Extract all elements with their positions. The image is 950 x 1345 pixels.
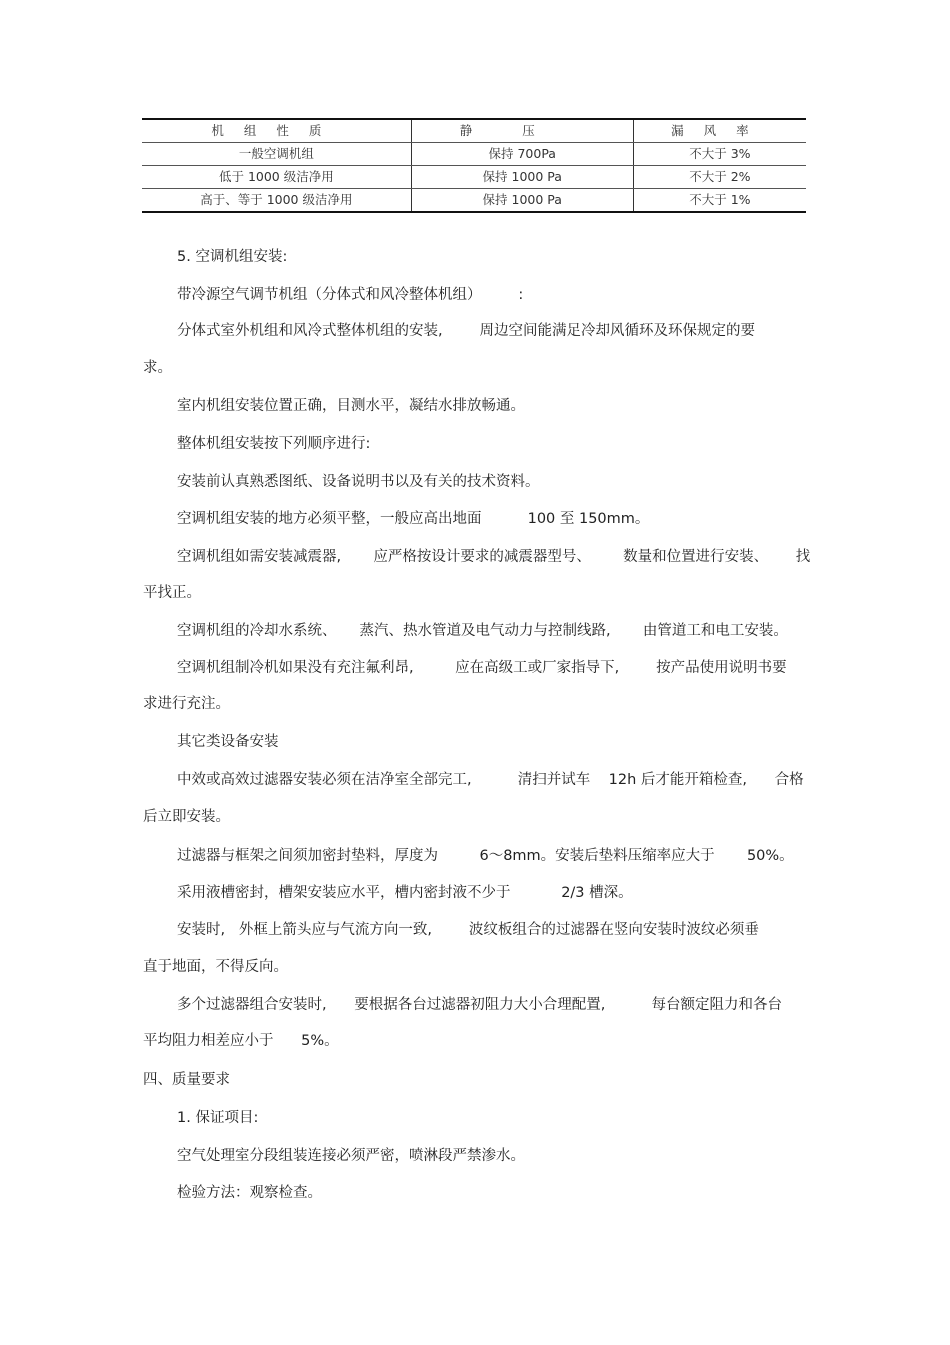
table-cell: 一般空调机组 [142, 143, 411, 166]
paragraph-line: 安装时, 外框上箭头应与气流方向一致, 波纹板组合的过滤器在竖向安装时波纹必须垂 [177, 922, 759, 938]
paragraph-line: 多个过滤器组合安装时, 要根据各台过滤器初阻力大小合理配置, 每台额定阻力和各台 [177, 997, 782, 1013]
paragraph-line: 后立即安装。 [143, 809, 230, 825]
paragraph-line: 整体机组安装按下列顺序进行: [177, 436, 371, 452]
table-header-cell: 漏风率 [633, 119, 806, 143]
paragraph-line: 求。 [143, 360, 172, 376]
spec-table [142, 118, 806, 213]
paragraph-line: 检验方法：观察检查。 [177, 1185, 322, 1201]
table-row [142, 143, 806, 166]
table-cell: 不大于 2% [633, 166, 806, 189]
paragraph-line: 求进行充注。 [143, 696, 230, 712]
table-cell: 保持 1000 Pa [411, 166, 633, 189]
section-heading: 其它类设备安装 [177, 734, 279, 750]
table-header-row [142, 119, 806, 143]
paragraph-line: 安装前认真熟悉图纸、设备说明书以及有关的技术资料。 [177, 474, 540, 490]
paragraph-line: 室内机组安装位置正确，目测水平，凝结水排放畅通。 [177, 398, 525, 414]
paragraph-line: 带冷源空气调节机组（分体式和风冷整体机组） : [177, 287, 524, 303]
paragraph-line: 空调机组制冷机如果没有充注氟利昂, 应在高级工或厂家指导下, 按产品使用说明书要 [177, 660, 787, 676]
table-cell: 不大于 3% [633, 143, 806, 166]
table-header-cell: 静压 [411, 119, 633, 143]
paragraph-line: 空调机组的冷却水系统、 蒸汽、热水管道及电气动力与控制线路, 由管道工和电工安装。 [177, 623, 788, 639]
section-heading: 5. 空调机组安装: [177, 249, 288, 265]
paragraph-line: 分体式室外机组和风冷式整体机组的安装, 周边空间能满足冷却风循环及环保规定的要 [177, 323, 755, 339]
table-row [142, 166, 806, 189]
table-header-cell: 机组性质 [142, 119, 411, 143]
paragraph-line: 过滤器与框架之间须加密封垫料，厚度为 6～8mm。安装后垫料压缩率应大于 50%。 [177, 848, 794, 864]
paragraph-line: 中效或高效过滤器安装必须在洁净室全部完工, 清扫并试车 12h 后才能开箱检查, 合格 [177, 772, 804, 788]
table-cell: 不大于 1% [633, 189, 806, 213]
section-heading: 四、质量要求 [143, 1072, 230, 1088]
table-cell: 保持 1000 Pa [411, 189, 633, 213]
paragraph-line: 平均阻力相差应小于 5%。 [143, 1033, 339, 1049]
paragraph-line: 空调机组安装的地方必须平整，一般应高出地面 100 至 150mm。 [177, 511, 650, 527]
paragraph-line: 直于地面，不得反向。 [143, 959, 288, 975]
table-cell: 高于、等于 1000 级洁净用 [142, 189, 411, 213]
paragraph-line: 采用液槽密封，槽架安装应水平，槽内密封液不少于 2/3 槽深。 [177, 885, 633, 901]
table-row [142, 189, 806, 213]
paragraph-line: 平找正。 [143, 585, 201, 601]
section-heading: 1. 保证项目: [177, 1110, 259, 1126]
paragraph-line: 空调机组如需安装减震器, 应严格按设计要求的减震器型号、 数量和位置进行安装、 找 [177, 549, 811, 565]
table-cell: 保持 700Pa [411, 143, 633, 166]
paragraph-line: 空气处理室分段组装连接必须严密，喷淋段严禁渗水。 [177, 1148, 525, 1164]
table-cell: 低于 1000 级洁净用 [142, 166, 411, 189]
